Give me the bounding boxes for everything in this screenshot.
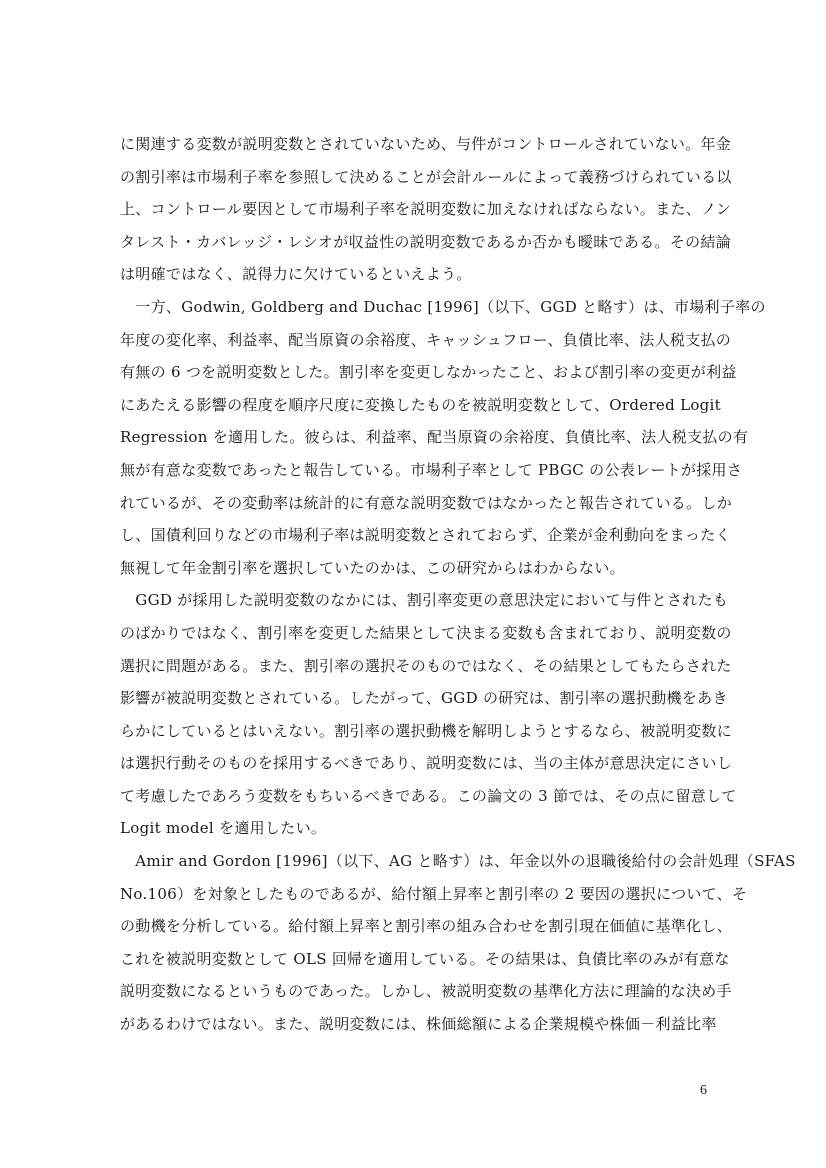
text-line: の割引率は市場利子率を参照して決めることが会計ルールによって義務づけられている以	[120, 167, 732, 186]
text-line: て考慮したであろう変数をもちいるべきである。この論文の 3 節では、その点に留意して	[120, 786, 737, 805]
text-line: 説明変数になるというものであった。しかし、被説明変数の基準化方法に理論的な決め手	[120, 982, 732, 1001]
text-line: これを被説明変数として OLS 回帰を適用している。その結果は、負債比率のみが有意な	[120, 949, 730, 968]
text-line: 上、コントロール要因として市場利子率を説明変数に加えなければならない。また、ノン	[120, 200, 732, 219]
body-text	[120, 128, 796, 1041]
text-line: 影響が被説明変数とされている。したがって、GGD の研究は、割引率の選択動機をあき	[120, 689, 728, 708]
text-line: Logit model を適用したい。	[120, 819, 327, 838]
text-line: Amir and Gordon [1996]（以下、AG と略す）は、年金以外の退職後給付の会計処理（SFAS	[120, 852, 796, 871]
page-number: 6	[700, 1083, 708, 1098]
text-line: にあたえる影響の程度を順序尺度に変換したものを被説明変数として、Ordered Logit	[120, 395, 721, 414]
text-line: 無視して年金割引率を選択していたのかは、この研究からはわからない。	[120, 558, 625, 577]
text-line: は選択行動そのものを採用するべきであり、説明変数には、当の主体が意思決定にさいし	[120, 754, 733, 773]
text-line: Regression を適用した。彼らは、利益率、配当原資の余裕度、負債比率、法人税支払の有	[120, 428, 749, 447]
text-line: No.106）を対象としたものであるが、給付額上昇率と割引率の 2 要因の選択について、そ	[120, 884, 748, 903]
text-line: 無が有意な変数であったと報告している。市場利子率として PBGC の公表レートが採用さ	[120, 460, 743, 479]
text-line: し、国債利回りなどの市場利子率は説明変数とされておらず、企業が金利動向をまったく	[120, 526, 731, 545]
text-line: 一方、Godwin, Goldberg and Duchac [1996]（以下、GGD と略す）は、市場利子率の	[120, 297, 766, 316]
text-line: タレスト・カバレッジ・レシオが収益性の説明変数であるか否かも曖昧である。その結論	[120, 232, 732, 251]
text-line: に関連する変数が説明変数とされていないため、与件がコントロールされていない。年金	[120, 135, 732, 153]
text-line: 年度の変化率、利益率、配当原資の余裕度、キャッシュフロー、負債比率、法人税支払の	[120, 330, 732, 349]
text-line: のばかりではなく、割引率を変更した結果として決まる変数も含まれており、説明変数の	[120, 623, 732, 642]
text-line: れているが、その変動率は統計的に有意な説明変数ではなかったと報告されている。しか	[120, 493, 733, 512]
text-line: GGD が採用した説明変数のなかには、割引率変更の意思決定において与件とされたも	[120, 591, 729, 610]
text-line: らかにしているとはいえない。割引率の選択動機を解明しようとするなら、被説明変数に	[120, 721, 733, 740]
text-line: 選択に問題がある。また、割引率の選択そのものではなく、その結果としてもたらされた	[120, 656, 732, 675]
text-line: は明確ではなく、説得力に欠けているといえよう。	[120, 265, 472, 284]
text-line: の動機を分析している。給付額上昇率と割引率の組み合わせを割引現在価値に基準化し、	[120, 917, 733, 936]
text-line: 有無の 6 つを説明変数とした。割引率を変更しなかったこと、および割引率の変更が利益	[120, 363, 737, 382]
text-line: があるわけではない。また、説明変数には、株価総額による企業規模や株価－利益比率	[120, 1015, 717, 1034]
